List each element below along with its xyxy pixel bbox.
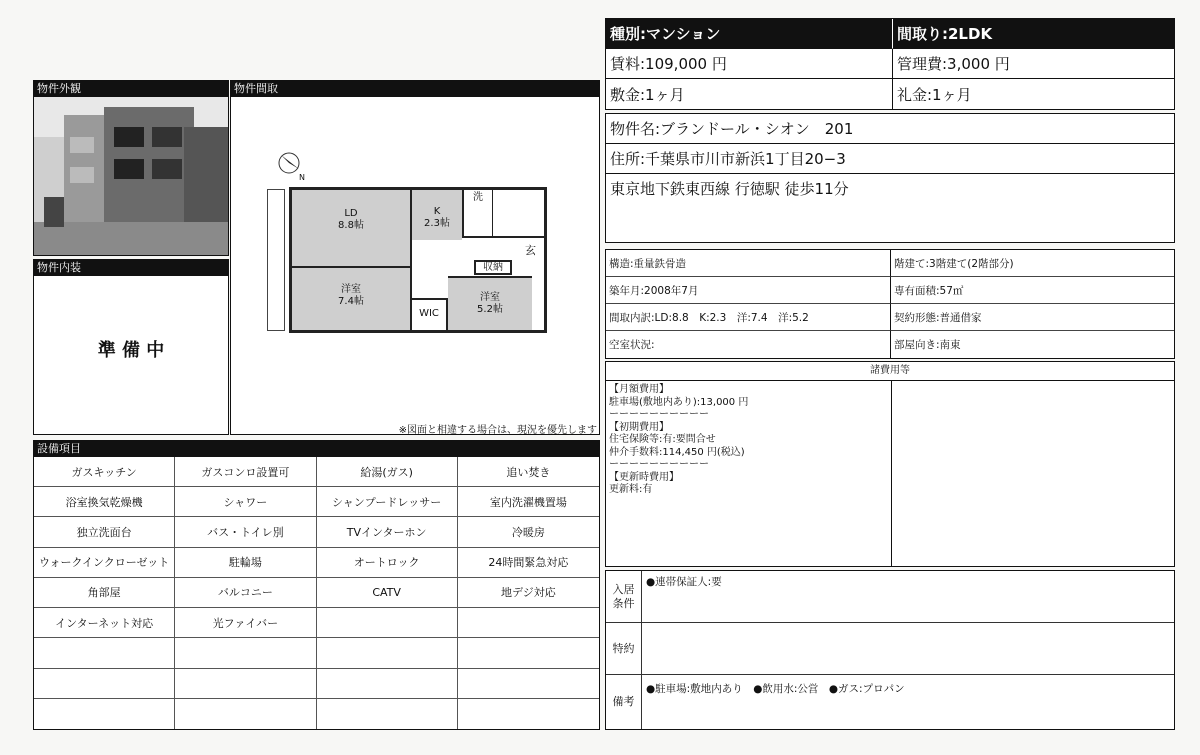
rent: 賃料:109,000 円 [606, 49, 893, 79]
layout-type: 間取り:2LDK [893, 19, 1174, 49]
fee-line: 【更新時費用】 [609, 471, 679, 483]
property-name: 物件名:ブランドール・シオン 201 [606, 114, 1174, 144]
equipment-item [458, 699, 599, 729]
special-terms-label: 特約 [606, 623, 642, 675]
equipment-grid [34, 457, 599, 729]
fee-line: ーーーーーーーーーー [609, 409, 709, 420]
equipment-item: バス・トイレ別 [175, 517, 316, 547]
room-storage: 収納 [474, 260, 512, 275]
equipment-item [458, 638, 599, 668]
special-terms-text [642, 623, 1174, 675]
floorplan-drawing [289, 187, 547, 333]
equipment-item: バルコニー [175, 578, 316, 608]
entry-conditions-text: ●連帯保証人:要 [642, 571, 1174, 623]
vacancy-status: 空室状況: [606, 331, 891, 358]
floorplan-panel [230, 80, 600, 435]
room-entrance: 玄 [525, 244, 536, 257]
exterior-photo [34, 97, 228, 255]
summary-block [605, 18, 1175, 110]
equipment-item: シャンプードレッサー [317, 487, 458, 517]
equipment-header: 設備項目 [34, 441, 599, 457]
equipment-item: 浴室換気乾燥機 [34, 487, 175, 517]
equipment-item [317, 699, 458, 729]
fees-divider [891, 380, 892, 566]
equipment-item: 角部屋 [34, 578, 175, 608]
equipment-item [34, 699, 175, 729]
deposit: 敷金:1ヶ月 [606, 79, 893, 109]
room-breakdown: 間取内訳:LD:8.8 K:2.3 洋:7.4 洋:5.2 [606, 304, 891, 331]
equipment-item [317, 638, 458, 668]
exterior-panel [33, 80, 229, 256]
fee-line: 【月額費用】 [609, 384, 669, 395]
exterior-header: 物件外観 [34, 81, 228, 97]
compass-label: N [299, 173, 305, 182]
room-western-2: 洋室 5.2帖 [448, 276, 532, 330]
equipment-item: 地デジ対応 [458, 578, 599, 608]
room-western-1: 洋室 7.4帖 [292, 268, 412, 330]
equipment-item: 光ファイバー [175, 608, 316, 638]
fees-block [605, 361, 1175, 567]
equipment-item [175, 699, 316, 729]
built-date: 築年月:2008年7月 [606, 277, 891, 304]
structure: 構造:重量鉄骨造 [606, 250, 891, 277]
equipment-item: 追い焚き [458, 457, 599, 487]
equipment-item: ウォークインクローゼット [34, 548, 175, 578]
equipment-item [317, 669, 458, 699]
floorplan-header: 物件間取 [231, 81, 599, 97]
management-fee: 管理費:3,000 円 [893, 49, 1174, 79]
floors: 階建て:3階建て(2階部分) [891, 250, 1174, 277]
equipment-item: ガスコンロ設置可 [175, 457, 316, 487]
room-wash: 洗 [462, 190, 492, 238]
conditions-block [605, 570, 1175, 730]
room-ld: LD 8.8帖 [292, 190, 412, 268]
equipment-item [34, 638, 175, 668]
property-access: 東京地下鉄東西線 行徳駅 徒歩11分 [610, 180, 849, 198]
fee-line: ーーーーーーーーーー [609, 459, 709, 470]
contract-type: 契約形態:普通借家 [891, 304, 1174, 331]
fee-line: 更新料:有 [609, 484, 653, 495]
equipment-item [175, 669, 316, 699]
balcony [267, 189, 285, 331]
equipment-item: ガスキッチン [34, 457, 175, 487]
interior-placeholder: 準 備 中 [97, 340, 165, 361]
equipment-item: インターネット対応 [34, 608, 175, 638]
equipment-panel [33, 440, 600, 730]
equipment-item: TVインターホン [317, 517, 458, 547]
building-photo [34, 97, 228, 255]
room-k: K 2.3帖 [412, 190, 462, 240]
remarks-text: ●駐車場:敷地内あり ●飲用水:公営 ●ガス:プロパン [646, 683, 905, 695]
equipment-item [175, 638, 316, 668]
floor-area: 専有面積:57㎡ [891, 277, 1174, 304]
interior-header: 物件内装 [34, 260, 228, 276]
fees-header: 諸費用等 [606, 362, 1174, 381]
entry-conditions-label: 入居 条件 [606, 571, 642, 623]
equipment-item: シャワー [175, 487, 316, 517]
property-address: 住所:千葉県市川市新浜1丁目20−3 [606, 144, 1174, 174]
room-bath [492, 190, 544, 238]
equipment-item: 冷暖房 [458, 517, 599, 547]
equipment-item: 室内洗濯機置場 [458, 487, 599, 517]
details-block [605, 249, 1175, 359]
equipment-item: オートロック [317, 548, 458, 578]
equipment-item [34, 669, 175, 699]
property-type: 種別:マンション [606, 19, 893, 49]
equipment-item: 独立洗面台 [34, 517, 175, 547]
key-money: 礼金:1ヶ月 [897, 85, 972, 104]
equipment-item [458, 669, 599, 699]
interior-panel [33, 259, 229, 435]
fee-line: 【初期費用】 [609, 421, 669, 433]
room-wic: WIC [412, 298, 448, 330]
floorplan-note: ※図面と相違する場合は、現況を優先します [398, 425, 597, 436]
equipment-item: 給湯(ガス) [317, 457, 458, 487]
equipment-item [458, 608, 599, 638]
equipment-item: 24時間緊急対応 [458, 548, 599, 578]
room-direction: 部屋向き:南東 [894, 339, 961, 351]
remarks-label: 備考 [606, 675, 642, 729]
fee-line: 駐車場(敷地内あり):13,000 円 [609, 396, 749, 408]
fee-line: 仲介手数料:114,450 円(税込) [609, 446, 745, 458]
fee-line: 住宅保険等:有:要問合せ [609, 434, 716, 445]
equipment-item [317, 608, 458, 638]
equipment-item: CATV [317, 578, 458, 608]
equipment-item: 駐輪場 [175, 548, 316, 578]
fees-list [606, 381, 1174, 500]
property-block [605, 113, 1175, 243]
